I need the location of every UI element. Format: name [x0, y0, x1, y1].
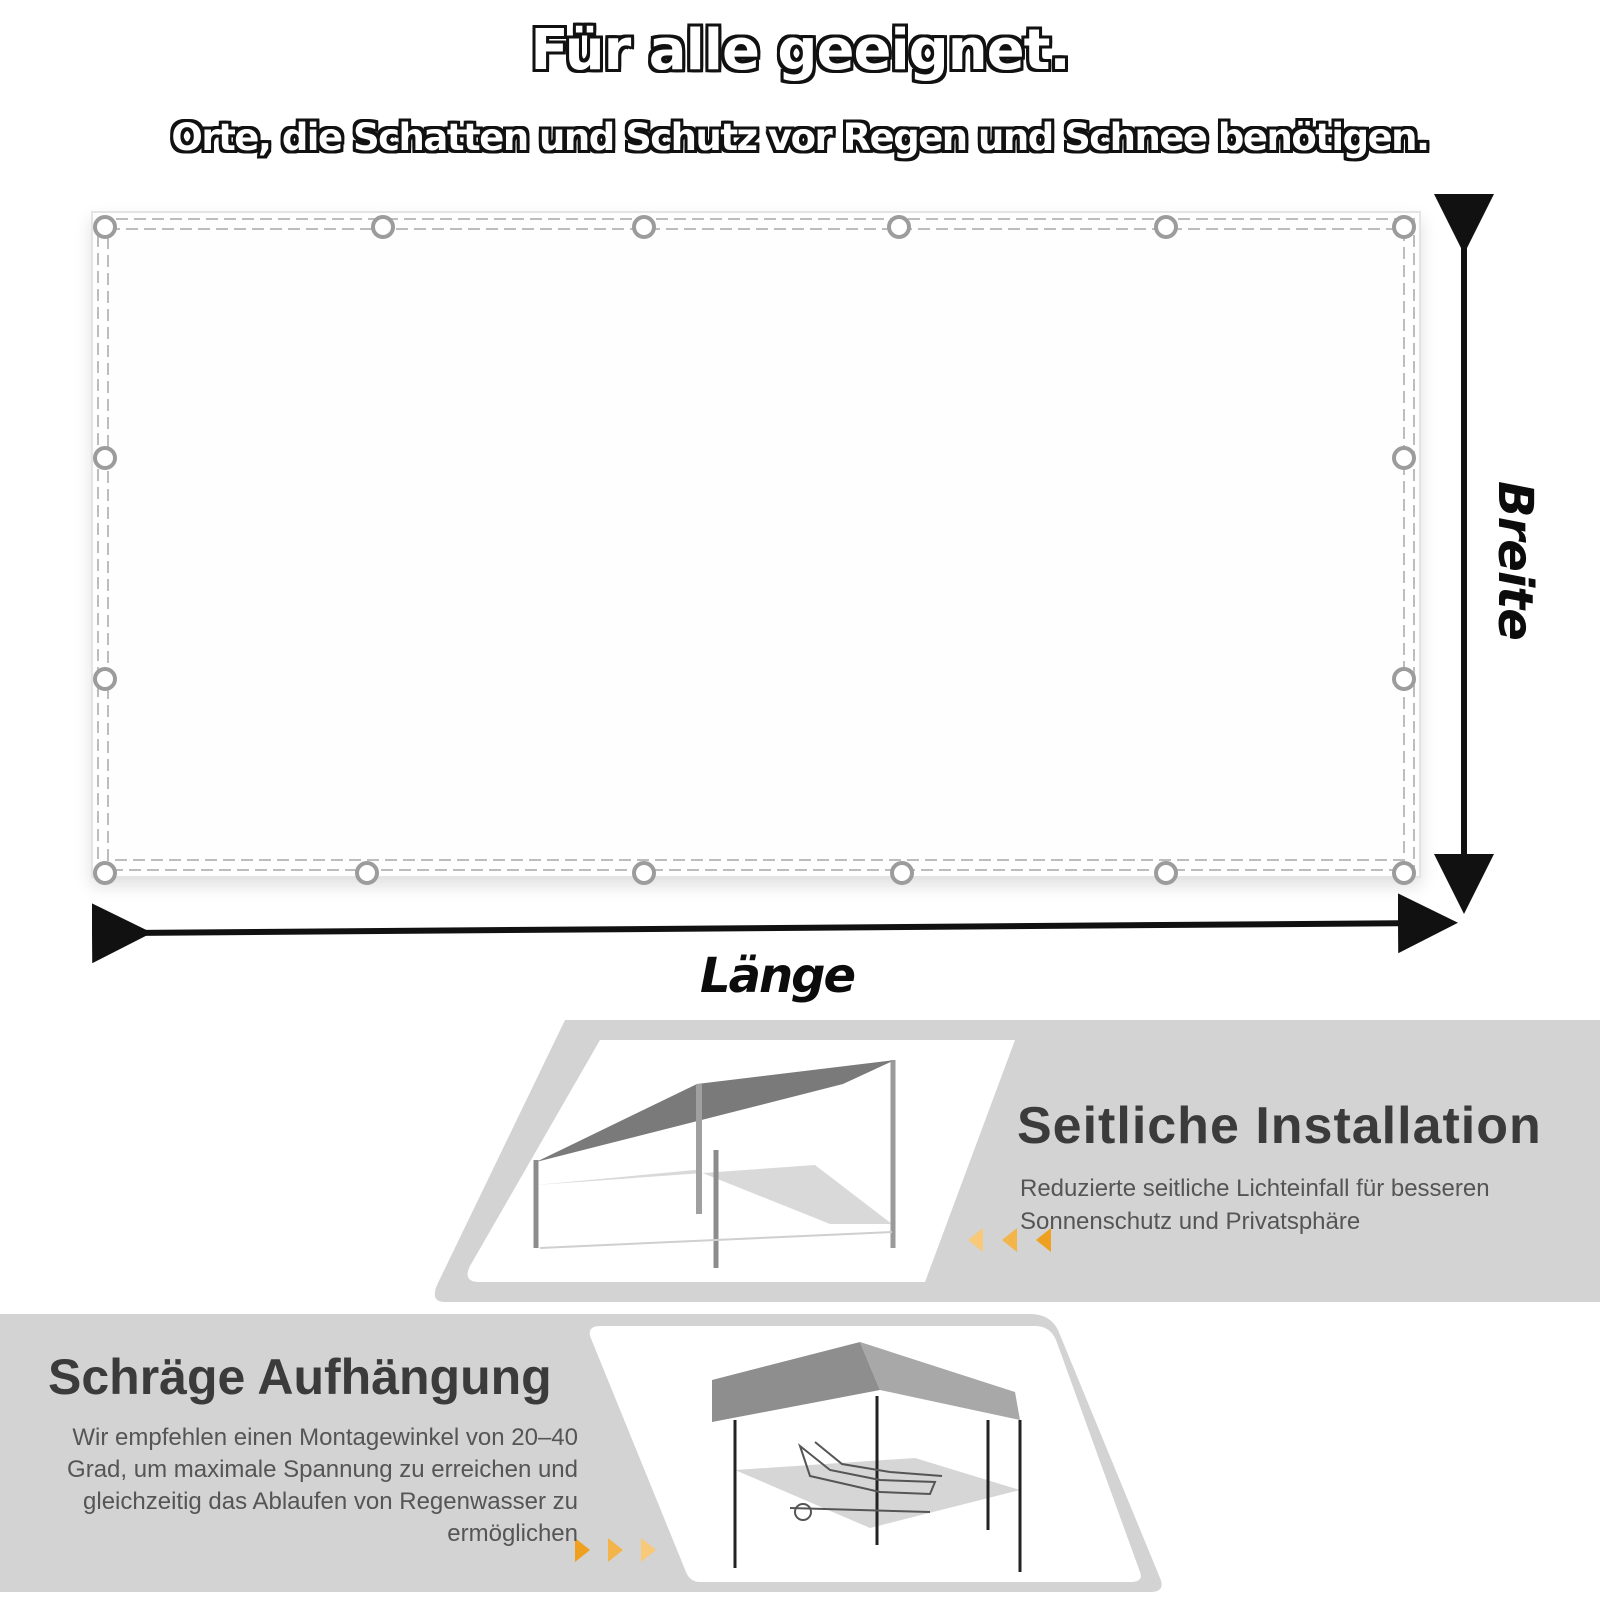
- page-title: Für alle geeignet.: [530, 18, 1070, 83]
- width-label: Breite: [1487, 481, 1543, 640]
- grommet: [95, 863, 115, 883]
- tarp-sheet: [92, 212, 1420, 877]
- grommet: [373, 217, 393, 237]
- grommet: [95, 217, 115, 237]
- grommet: [1394, 863, 1414, 883]
- slope-installation-heading: Schräge Aufhängung: [48, 1349, 552, 1405]
- grommet: [634, 217, 654, 237]
- grommet: [1394, 669, 1414, 689]
- grommet: [95, 669, 115, 689]
- side-installation-description: Reduzierte seitliche Lichteinfall für besseren Sonnenschutz und Privatsphäre: [1020, 1175, 1490, 1235]
- grommet: [889, 217, 909, 237]
- grommet: [1156, 217, 1176, 237]
- grommet: [1394, 448, 1414, 468]
- grommet: [1394, 217, 1414, 237]
- grommet: [95, 448, 115, 468]
- grommet: [892, 863, 912, 883]
- grommet: [357, 863, 377, 883]
- grommet: [634, 863, 654, 883]
- slope-installation-description: Wir empfehlen einen Montagewinkel von 20–40 Grad, um maximale Spannung zu erreichen und gleichzeitig das Ablaufen von Regenwasser zu ermöglichen: [67, 1424, 578, 1547]
- grommet: [1156, 863, 1176, 883]
- length-label: Länge: [700, 948, 855, 1004]
- length-arrow: [122, 923, 1428, 933]
- side-installation-heading: Seitliche Installation: [1017, 1097, 1542, 1155]
- page-subtitle: Orte, die Schatten und Schutz vor Regen und Schnee benötigen.: [171, 116, 1429, 159]
